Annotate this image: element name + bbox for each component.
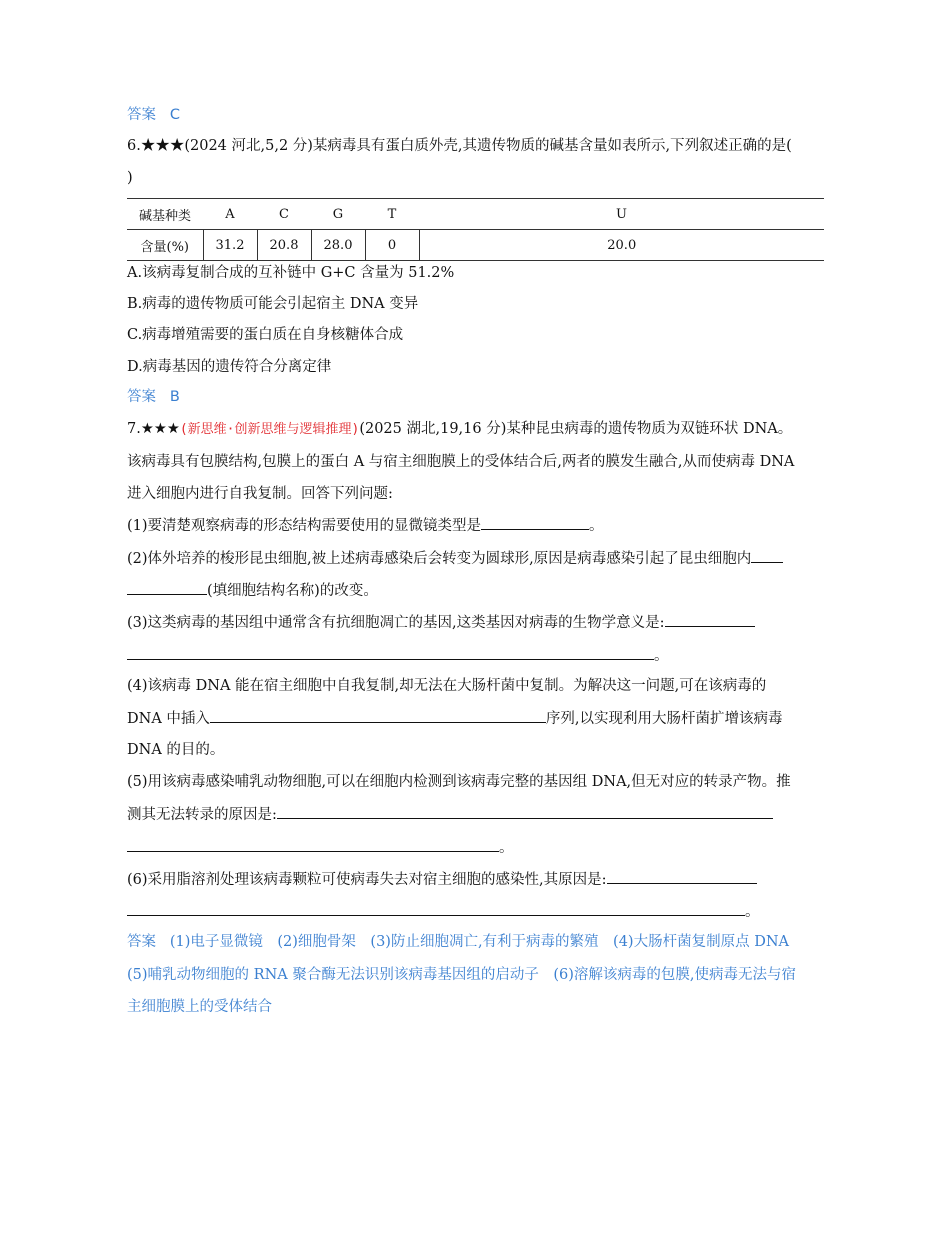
- table-cell: 20.8: [257, 230, 311, 261]
- punctuation: 。: [589, 518, 604, 534]
- q6-option-d: D.病毒基因的遗传符合分离定律: [127, 359, 332, 375]
- answer-blank[interactable]: [210, 708, 546, 723]
- q7-part6-text: (6)采用脂溶剂处理该病毒颗粒可使病毒失去对宿主细胞的感染性,其原因是:: [127, 872, 607, 888]
- answer-7-line2: (5)哺乳动物细胞的 RNA 聚合酶无法识别该病毒基因组的启动子 (6)溶解该病毒的包膜,使病毒无法与宿: [127, 967, 796, 983]
- table-cell: 28.0: [311, 230, 365, 261]
- q7-part5-line2: [127, 804, 773, 825]
- q7-part4-text: 序列,以实现利用大肠杆菌扩增该病毒: [545, 711, 783, 727]
- answer-value: B: [169, 389, 180, 405]
- table-header-row: [127, 199, 824, 230]
- q7-part1: [127, 515, 604, 536]
- q7-part4-line3: DNA 的目的。: [127, 742, 225, 758]
- table-header-cell: G: [311, 199, 365, 230]
- q7-number: 7.★★★: [127, 421, 180, 437]
- answer-blank[interactable]: [127, 645, 654, 660]
- q7-part4-line1: (4)该病毒 DNA 能在宿主细胞中自我复制,却无法在大肠杆菌中复制。为解决这一问题,可在该病毒的: [127, 678, 767, 694]
- punctuation: 。: [654, 648, 669, 664]
- q6-stem-line2: ): [127, 170, 133, 186]
- answer-5: [127, 105, 180, 125]
- answer-blank[interactable]: [607, 869, 757, 884]
- punctuation: 。: [499, 840, 514, 856]
- q7-part3-line2: [127, 645, 669, 666]
- q7-part5-text: 测其无法转录的原因是:: [127, 807, 277, 823]
- q6-option-c: C.病毒增殖需要的蛋白质在自身核糖体合成: [127, 327, 404, 343]
- q7-part5-line3: [127, 837, 514, 858]
- table-header-cell: 碱基种类: [127, 199, 203, 230]
- q7-part5-line1: (5)用该病毒感染哺乳动物细胞,可以在细胞内检测到该病毒完整的基因组 DNA,但无对应的转录产物。推: [127, 774, 791, 790]
- table-cell: 含量(%): [127, 230, 203, 261]
- answer-7-line3: 主细胞膜上的受体结合: [127, 999, 272, 1015]
- base-content-table: [127, 198, 824, 261]
- answer-blank[interactable]: [127, 901, 745, 916]
- q7-part4-text: DNA 中插入: [127, 711, 210, 727]
- table-row: [127, 230, 824, 261]
- answer-text: (1)电子显微镜 (2)细胞骨架 (3)防止细胞凋亡,有利于病毒的繁殖 (4)大肠杆菌复制原点 DNA: [169, 934, 789, 950]
- answer-value: C: [169, 107, 180, 123]
- q7-tag: (新思维·创新思维与逻辑推理): [179, 422, 360, 437]
- answer-blank[interactable]: [127, 580, 207, 595]
- answer-blank[interactable]: [751, 548, 783, 563]
- table-cell: 20.0: [419, 230, 824, 261]
- punctuation: 。: [745, 904, 760, 920]
- table-cell: 0: [365, 230, 419, 261]
- q7-part2-text: (2)体外培养的梭形昆虫细胞,被上述病毒感染后会转变为圆球形,原因是病毒感染引起了昆虫细胞内: [127, 551, 752, 567]
- answer-blank[interactable]: [665, 612, 755, 627]
- q6-option-a: A.该病毒复制合成的互补链中 G+C 含量为 51.2%: [127, 265, 455, 281]
- answer-blank[interactable]: [127, 837, 499, 852]
- q7-part2-text: (填细胞结构名称)的改变。: [207, 583, 378, 599]
- q7-part3-text: (3)这类病毒的基因组中通常含有抗细胞凋亡的基因,这类基因对病毒的生物学意义是:: [127, 615, 665, 631]
- q7-stem-line3: 进入细胞内进行自我复制。回答下列问题:: [127, 486, 393, 502]
- table-header-cell: T: [365, 199, 419, 230]
- table-cell: 31.2: [203, 230, 257, 261]
- q7-part1-text: (1)要清楚观察病毒的形态结构需要使用的显微镜类型是: [127, 518, 482, 534]
- table-header-cell: A: [203, 199, 257, 230]
- answer-7-line1: [127, 932, 789, 952]
- q7-stem-line2: 该病毒具有包膜结构,包膜上的蛋白 A 与宿主细胞膜上的受体结合后,两者的膜发生融合,从而使病毒 DNA: [127, 454, 795, 470]
- answer-label: 答案: [127, 934, 156, 950]
- q7-part2-line2: [127, 580, 378, 601]
- answer-label: 答案: [127, 389, 156, 405]
- q7-part6-line2: [127, 901, 760, 922]
- answer-blank[interactable]: [277, 804, 773, 819]
- answer-label: 答案: [127, 107, 156, 123]
- q7-part2-line1: [127, 548, 783, 569]
- q7-part6-line1: [127, 869, 757, 890]
- q6-stem-line1: 6.★★★(2024 河北,5,2 分)某病毒具有蛋白质外壳,其遗传物质的碱基含量如表所示,下列叙述正确的是(: [127, 138, 792, 154]
- q7-part3-line1: [127, 612, 755, 633]
- answer-blank[interactable]: [481, 515, 589, 530]
- answer-6: [127, 387, 180, 407]
- q7-part4-line2: [127, 708, 783, 729]
- table-header-cell: U: [419, 199, 824, 230]
- q7-stem-line1: [127, 419, 792, 440]
- q7-source: (2025 湖北,19,16 分)某种昆虫病毒的遗传物质为双链环状 DNA。: [359, 421, 793, 437]
- q6-option-b: B.病毒的遗传物质可能会引起宿主 DNA 变异: [127, 296, 419, 312]
- table-header-cell: C: [257, 199, 311, 230]
